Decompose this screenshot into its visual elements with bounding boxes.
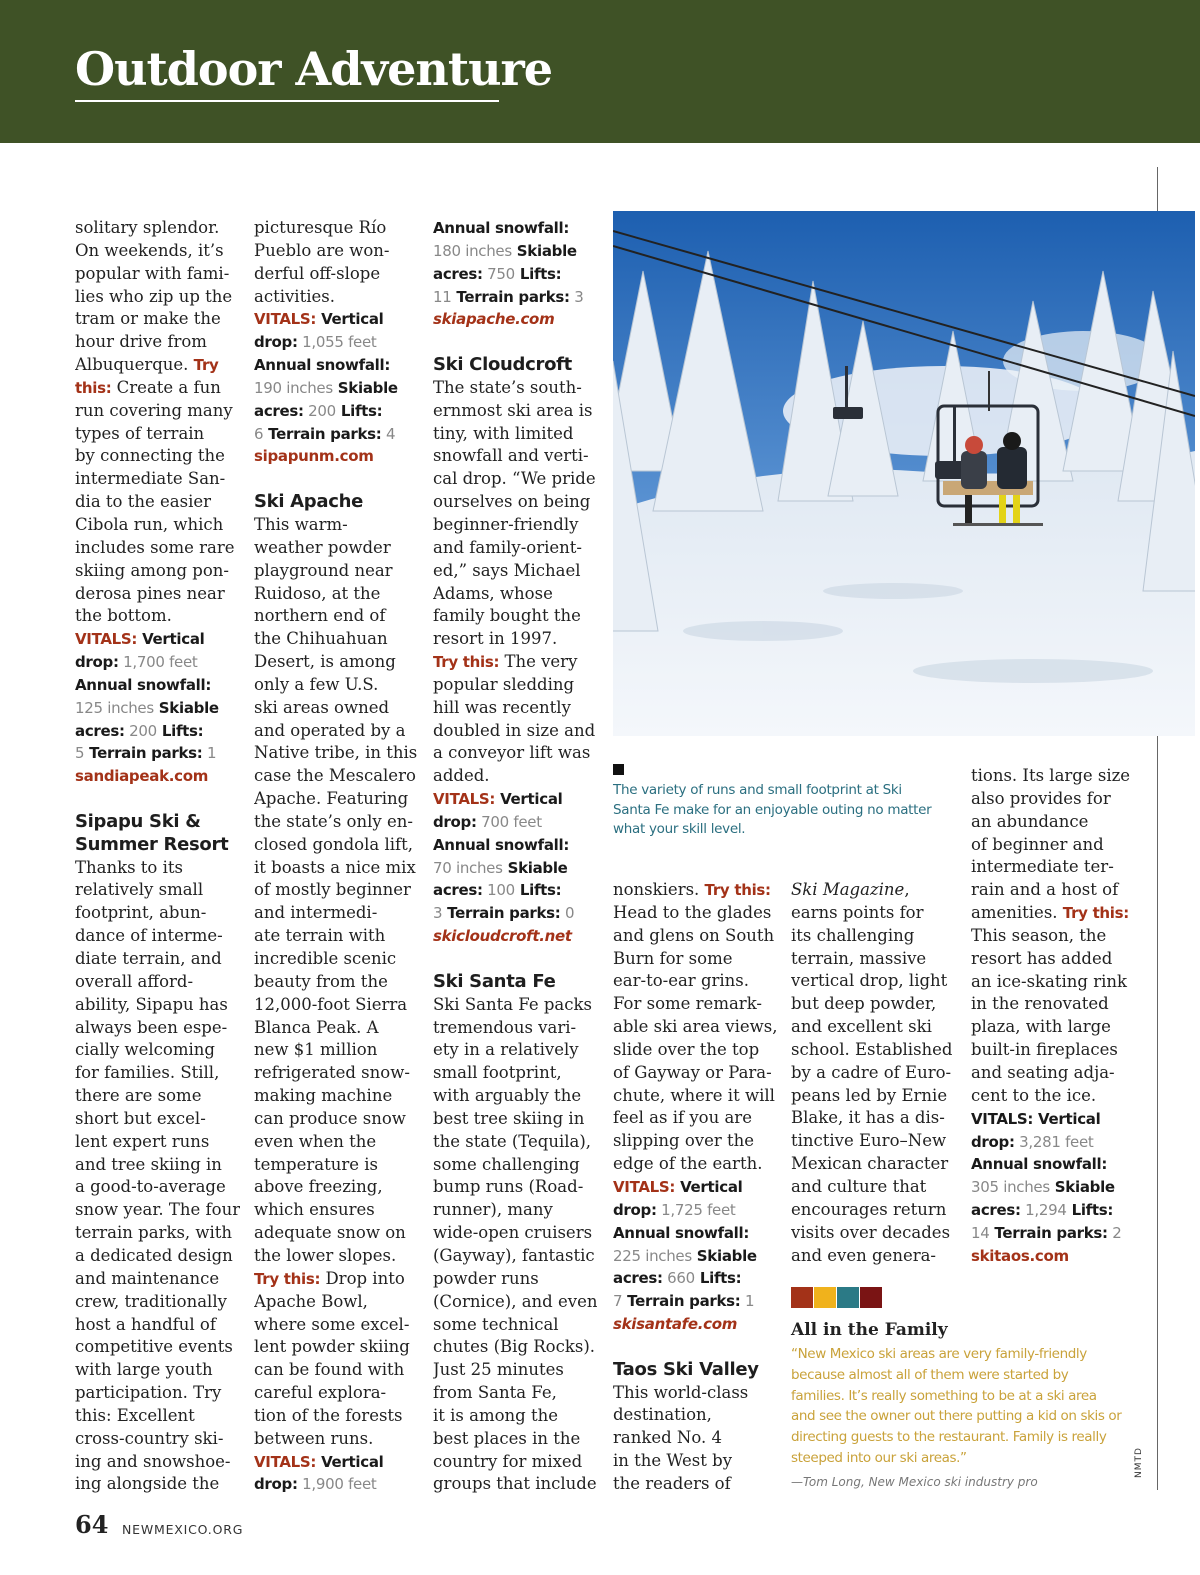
body-line: and maintenance	[75, 1268, 220, 1288]
body-line: tiny, with limited	[433, 423, 574, 443]
body-line: of beginner and	[971, 834, 1104, 854]
body-line: participation. Try	[75, 1383, 222, 1403]
body-line: only a few U.S.	[254, 674, 379, 694]
body-line: Apache Bowl,	[254, 1291, 368, 1311]
vitals-line: 305 inches Skiable	[971, 1178, 1115, 1197]
body-line: resort has added	[971, 948, 1113, 968]
body-line: runner), many	[433, 1200, 553, 1220]
body-line: Ski Magazine,	[791, 880, 910, 899]
body-line: ing and snowshoe-	[75, 1451, 231, 1471]
vitals-line: acres: 200 Lifts:	[75, 721, 204, 740]
vitals-line: VITALS: Vertical	[613, 1177, 743, 1196]
body-line: beauty from the	[254, 971, 388, 991]
vitals-line: Annual snowfall:	[433, 219, 570, 237]
body-line: On weekends, it’s	[75, 240, 224, 260]
body-line: destination,	[613, 1405, 712, 1425]
column-6	[971, 765, 1130, 1268]
section-title: Outdoor Adventure	[75, 42, 553, 96]
resort-website-link[interactable]: skicloudcroft.net	[433, 927, 572, 946]
body-line: family bought the	[433, 606, 581, 626]
body-line: popular sledding	[433, 674, 575, 694]
body-line: diate terrain, and	[75, 949, 222, 968]
body-line: ranked No. 4	[613, 1428, 722, 1448]
footer-site-link[interactable]: NEWMEXICO.ORG	[122, 1522, 244, 1537]
body-line: ourselves on being	[433, 492, 591, 512]
body-line: with large youth	[75, 1360, 213, 1380]
body-line: snowfall and verti-	[433, 446, 589, 466]
body-line: intermediate ter-	[971, 857, 1114, 877]
body-line: relatively small	[75, 880, 204, 900]
try-this-label: Try	[193, 356, 219, 375]
body-line: this: Create a fun	[75, 377, 221, 397]
vitals-line: acres: 1,294 Lifts:	[971, 1201, 1114, 1220]
body-line: tion of the forests	[254, 1405, 403, 1425]
quote-line: “New Mexico ski areas are very family-friendly	[791, 1346, 1087, 1362]
body-line: this: Excellent	[75, 1405, 195, 1425]
body-line: closed gondola lift,	[254, 834, 414, 854]
vitals-line: 14 Terrain parks: 2	[971, 1223, 1122, 1242]
swatch-red	[791, 1287, 813, 1308]
body-line: of Gayway or Para-	[613, 1062, 772, 1082]
photo-credit: NMTD	[1134, 1447, 1144, 1478]
quote-line: and see the owner out there putting a kid on skis or	[791, 1408, 1122, 1425]
section-header-band	[0, 0, 1200, 143]
vitals-line: Annual snowfall:	[75, 675, 212, 694]
body-line: making machine	[254, 1086, 393, 1106]
body-line: peans led by Ernie	[791, 1085, 948, 1105]
resort-heading: Ski Cloudcroft	[433, 354, 572, 376]
body-line: a good-to-average	[75, 1177, 226, 1197]
body-line: Apache. Featuring	[254, 789, 409, 809]
body-line: ety in a relatively	[433, 1040, 579, 1060]
resort-heading: Ski Santa Fe	[433, 970, 556, 992]
body-line: incredible scenic	[254, 949, 397, 968]
body-line: lent powder skiing	[254, 1337, 410, 1357]
body-line: the lower slopes.	[254, 1245, 397, 1265]
body-line: of mostly beginner	[254, 880, 411, 900]
body-line: Pueblo are won-	[254, 240, 390, 260]
column-2	[254, 217, 417, 1496]
vitals-line: drop: 3,281 feet	[971, 1132, 1094, 1151]
body-line: hill was recently	[433, 697, 571, 717]
sidebar-quote	[791, 1344, 1136, 1469]
vitals-line: VITALS: Vertical	[254, 1452, 384, 1471]
vitals-line: VITALS: Vertical	[971, 1109, 1101, 1128]
body-line: it boasts a nice mix	[254, 857, 416, 877]
body-line: visits over decades	[791, 1222, 951, 1242]
body-line: This warm-	[254, 514, 348, 534]
body-line: cal drop. “We pride	[433, 469, 596, 489]
resort-website-link[interactable]: sandiapeak.com	[75, 767, 209, 786]
body-line: where some excel-	[254, 1314, 410, 1334]
resort-website-link[interactable]: skiapache.com	[433, 310, 555, 329]
body-line: best tree skiing in	[433, 1108, 585, 1128]
body-line: chute, where it will	[613, 1085, 775, 1105]
vitals-line: 6 Terrain parks: 4	[254, 424, 396, 443]
body-line: an ice-skating rink	[971, 971, 1128, 991]
caption-line: what your skill level.	[613, 821, 746, 837]
try-this-label: Try this:	[254, 1269, 321, 1288]
column-4	[613, 879, 777, 1496]
body-line: Ruidoso, at the	[254, 583, 381, 603]
body-line: ing alongside the	[75, 1474, 220, 1494]
body-line: cross-country ski-	[75, 1428, 224, 1448]
body-line: lent expert runs	[75, 1131, 210, 1151]
body-line: activities.	[254, 286, 335, 306]
body-line: and even genera-	[791, 1245, 937, 1265]
body-line: For some remark-	[613, 994, 762, 1014]
body-line: short but excel-	[75, 1108, 206, 1128]
body-line: beginner-friendly	[433, 514, 579, 534]
swatch-gold	[814, 1287, 836, 1308]
body-line: in the renovated	[971, 994, 1109, 1014]
body-line: dance of interme-	[75, 926, 223, 946]
try-this-label: this:	[75, 378, 112, 397]
body-line: by a cadre of Euro-	[791, 1062, 952, 1082]
body-line: and glens on South	[613, 925, 775, 945]
vitals-line: Annual snowfall:	[433, 835, 570, 854]
body-line: This world-class	[613, 1382, 749, 1402]
body-line: a dedicated design	[75, 1245, 233, 1265]
body-line: tram or make the	[75, 309, 221, 329]
body-line: (Cornice), and even	[433, 1291, 598, 1311]
body-line: Burn for some	[613, 948, 733, 968]
body-line: footprint, abun-	[75, 903, 207, 923]
resort-website-link[interactable]: sipapunm.com	[254, 447, 374, 466]
body-line: chutes (Big Rocks).	[433, 1337, 595, 1357]
body-line: (Gayway), fantastic	[433, 1245, 595, 1265]
vitals-line: 5 Terrain parks: 1	[75, 744, 217, 763]
vitals-line: acres: 750 Lifts:	[433, 264, 562, 283]
body-line: can produce snow	[254, 1108, 406, 1128]
body-line: in the West by	[613, 1451, 733, 1471]
body-line: ernmost ski area is	[433, 400, 593, 420]
body-line: cially welcoming	[75, 1040, 215, 1060]
resort-heading: Sipapu Ski &	[75, 810, 201, 832]
swatch-maroon	[860, 1287, 882, 1308]
resort-heading: Taos Ski Valley	[613, 1358, 759, 1380]
body-line: ability, Sipapu has	[75, 994, 228, 1014]
body-line: small footprint,	[433, 1063, 562, 1083]
body-line: always been espe-	[75, 1017, 228, 1037]
body-line: temperature is	[254, 1154, 378, 1174]
body-line: new $1 million	[254, 1040, 378, 1060]
body-line: derosa pines near	[75, 583, 225, 603]
swatch-teal	[837, 1287, 859, 1308]
body-line: Blake, it has a dis-	[791, 1108, 945, 1128]
body-line: terrain parks, with	[75, 1223, 233, 1243]
quote-line: families. It’s really something to be at a ski area	[791, 1387, 1097, 1404]
body-line: host a handful of	[75, 1314, 216, 1334]
body-line: crew, traditionally	[75, 1291, 227, 1311]
body-line: playground near	[254, 560, 393, 580]
body-line: it is among the	[433, 1405, 559, 1425]
body-line: above freezing,	[254, 1177, 383, 1197]
vitals-line: 3 Terrain parks: 0	[433, 904, 575, 923]
body-line: resort in 1997.	[433, 629, 558, 649]
body-line: edge of the earth.	[613, 1154, 763, 1174]
body-line: there are some	[75, 1086, 202, 1106]
body-line: adequate snow on	[254, 1223, 406, 1243]
vitals-line: 180 inches Skiable	[433, 241, 577, 260]
body-line: some technical	[433, 1314, 559, 1334]
body-line: can be found with	[254, 1360, 405, 1380]
body-line: competitive events	[75, 1337, 233, 1357]
body-line: feel as if you are	[613, 1108, 752, 1128]
body-line: vertical drop, light	[791, 971, 948, 991]
body-line: which ensures	[254, 1200, 375, 1220]
body-line: and tree skiing in	[75, 1154, 222, 1174]
vitals-line: VITALS: Vertical	[433, 790, 563, 809]
vitals-line: VITALS: Vertical	[254, 310, 384, 329]
vitals-line: 125 inches Skiable	[75, 698, 219, 717]
body-line: Just 25 minutes	[433, 1360, 564, 1380]
body-line: its challenging	[791, 925, 915, 945]
body-line: slipping over the	[613, 1131, 755, 1151]
body-line: ski areas owned	[254, 697, 390, 717]
body-line: Thanks to its	[75, 857, 183, 877]
body-line: dia to the easier	[75, 492, 211, 512]
body-line: Cibola run, which	[75, 514, 224, 534]
body-line: The state’s south-	[433, 377, 582, 397]
body-line: careful explora-	[254, 1383, 387, 1403]
body-line: Mexican character	[791, 1154, 949, 1174]
body-line: and family-orient-	[433, 537, 583, 557]
body-line: intermediate San-	[75, 469, 226, 489]
body-line: groups that include	[433, 1474, 597, 1494]
caption-marker	[613, 764, 624, 775]
body-line: northern end of	[254, 606, 386, 626]
body-line: the state (Tequila),	[433, 1131, 592, 1151]
vitals-line: 225 inches Skiable	[613, 1246, 757, 1265]
body-line: snow year. The four	[75, 1200, 241, 1220]
body-line: doubled in size and	[433, 720, 596, 740]
body-line: overall afford-	[75, 971, 194, 991]
body-line: cent to the ice.	[971, 1085, 1097, 1105]
body-line: picturesque Río	[254, 218, 387, 237]
quote-line: steeped into our ski areas.”	[791, 1449, 967, 1466]
body-line: tions. Its large size	[971, 766, 1131, 785]
body-line: Head to the glades	[613, 902, 772, 922]
chairlift-photo	[613, 211, 1195, 736]
body-line: includes some rare	[75, 537, 235, 557]
vitals-line: drop: 1,900 feet	[254, 1475, 377, 1494]
body-line: and excellent ski	[791, 1017, 932, 1037]
body-line: Blanca Peak. A	[254, 1017, 379, 1037]
body-line: the Chihuahuan	[254, 629, 388, 649]
body-line: weather powder	[254, 537, 391, 557]
vitals-line: acres: 200 Lifts:	[254, 401, 383, 420]
body-line: plaza, with large	[971, 1017, 1111, 1037]
body-line: terrain, massive	[791, 948, 927, 968]
body-line: ed,” says Michael	[433, 560, 581, 580]
body-line: amenities. Try this:	[971, 903, 1129, 923]
body-line: popular with fami-	[75, 263, 230, 283]
body-line: built-in fireplaces	[971, 1040, 1118, 1060]
body-line: the state’s only en-	[254, 811, 413, 831]
body-line: an abundance	[971, 811, 1089, 831]
body-line: encourages return	[791, 1199, 947, 1219]
body-line: case the Mescalero	[254, 766, 416, 786]
column-1	[75, 217, 240, 1496]
body-line: wide-open cruisers	[433, 1223, 593, 1243]
body-line: added.	[433, 766, 490, 786]
column-3	[433, 217, 597, 1496]
vitals-line: Annual snowfall:	[254, 356, 391, 375]
body-line: and culture that	[791, 1176, 927, 1196]
body-line: tremendous vari-	[433, 1017, 577, 1037]
body-line: country for mixed	[433, 1451, 583, 1471]
body-line: This season, the	[971, 925, 1107, 945]
body-line: a conveyor lift was	[433, 743, 591, 763]
body-line: Ski Santa Fe packs	[433, 994, 592, 1014]
try-this-label: Try this:	[433, 653, 500, 672]
magazine-title: Ski Magazine	[791, 880, 905, 899]
body-line: ate terrain with	[254, 926, 386, 946]
body-line: derful off-slope	[254, 263, 381, 283]
vitals-line: Annual snowfall:	[971, 1155, 1108, 1174]
photo-caption	[613, 781, 958, 840]
body-line: for families. Still,	[75, 1063, 220, 1083]
resort-heading: Ski Apache	[254, 491, 364, 513]
caption-line: Santa Fe make for an enjoyable outing no matter	[613, 801, 932, 818]
body-line: lies who zip up the	[75, 286, 233, 306]
vitals-line: 7 Terrain parks: 1	[613, 1292, 755, 1311]
page-number: 64	[75, 1510, 109, 1539]
vitals-line: 11 Terrain parks: 3	[433, 287, 584, 306]
body-line: best places in the	[433, 1428, 581, 1448]
body-line: and intermedi-	[254, 903, 378, 923]
body-line: run covering many	[75, 400, 233, 420]
vitals-line: acres: 660 Lifts:	[613, 1269, 742, 1288]
body-line: and operated by a	[254, 720, 406, 740]
vitals-line: drop: 1,055 feet	[254, 333, 377, 352]
vitals-line: VITALS: Vertical	[75, 630, 205, 649]
try-this-label: Try this:	[1062, 904, 1129, 923]
sidebar-title: All in the Family	[791, 1320, 948, 1340]
body-line: Desert, is among	[254, 652, 396, 672]
body-line: between runs.	[254, 1428, 374, 1448]
body-line: with arguably the	[433, 1086, 582, 1106]
vitals-line: Annual snowfall:	[613, 1223, 750, 1242]
body-line: slide over the top	[613, 1039, 760, 1059]
quote-line: because almost all of them were started by	[791, 1366, 1069, 1383]
body-line: hour drive from	[75, 332, 207, 352]
body-line: also provides for	[971, 788, 1111, 808]
vitals-line: drop: 1,725 feet	[613, 1200, 736, 1219]
try-this-label: Try this:	[704, 881, 771, 899]
body-line: nonskiers. Try this:	[613, 880, 771, 899]
body-line: the bottom.	[75, 606, 172, 626]
body-line: earns points for	[791, 902, 924, 922]
body-line: Native tribe, in this	[254, 743, 418, 763]
body-line: by connecting the	[75, 446, 225, 466]
body-line: able ski area views,	[613, 1017, 778, 1037]
quote-attribution: —Tom Long, New Mexico ski industry pro	[791, 1475, 1038, 1489]
body-line: 12,000-foot Sierra	[254, 994, 408, 1014]
body-line: Adams, whose	[433, 583, 553, 603]
body-line: ear-to-ear grins.	[613, 971, 750, 991]
body-line: Try this: The very	[433, 652, 578, 672]
body-line: rain and a host of	[971, 880, 1119, 900]
body-line: Try this: Drop into	[254, 1268, 405, 1288]
body-line: school. Established	[791, 1039, 953, 1059]
body-line: bump runs (Road-	[433, 1177, 584, 1197]
body-line: the readers of	[613, 1473, 731, 1493]
vitals-line: drop: 1,700 feet	[75, 653, 198, 672]
body-line: even when the	[254, 1131, 377, 1151]
body-line: tinctive Euro–New	[791, 1131, 947, 1151]
body-line: from Santa Fe,	[433, 1383, 557, 1403]
resort-heading: Summer Resort	[75, 833, 229, 855]
column-5	[791, 879, 953, 1267]
quote-line: directing guests to the restaurant. Family is really	[791, 1429, 1107, 1446]
body-line: powder runs	[433, 1268, 539, 1288]
title-underline	[75, 100, 499, 102]
body-line: types of terrain	[75, 423, 205, 443]
resort-website-link[interactable]: skitaos.com	[971, 1246, 1069, 1265]
vitals-line: 190 inches Skiable	[254, 378, 398, 397]
vitals-line: 70 inches Skiable	[433, 858, 568, 877]
body-line: skiing among pon-	[75, 560, 230, 580]
body-line: solitary splendor.	[75, 218, 220, 237]
vitals-line: drop: 700 feet	[433, 812, 542, 831]
body-line: but deep powder,	[791, 994, 937, 1014]
body-line: and seating adja-	[971, 1062, 1115, 1082]
resort-website-link[interactable]: skisantafe.com	[613, 1315, 738, 1334]
body-line: Albuquerque. Try	[75, 355, 219, 375]
body-line: some challenging	[433, 1154, 580, 1174]
body-line: refrigerated snow-	[254, 1063, 410, 1083]
caption-line: The variety of runs and small footprint at Ski	[613, 782, 902, 798]
vitals-line: acres: 100 Lifts:	[433, 881, 562, 900]
